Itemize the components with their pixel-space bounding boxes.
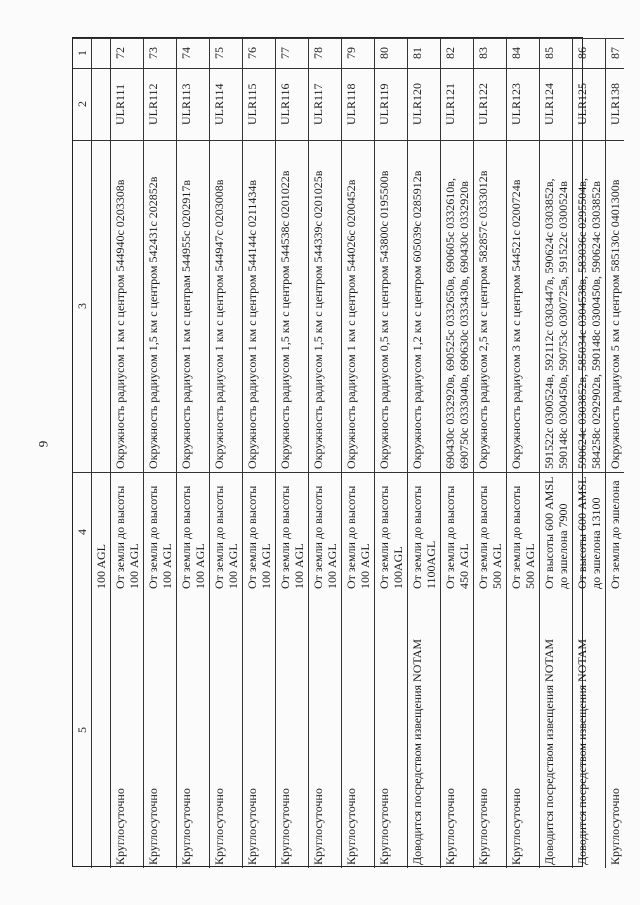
area-description-cell: Окружность радиусом 0,5 км с центром 543800с 0195500в [375, 140, 407, 472]
height-limits-cell: От высоты 600 AMSL до эшелона 13100 [573, 472, 605, 592]
height-limits-cell: От земли до высоты 450 AGL [441, 472, 473, 592]
zone-code-cell: ULR113 [177, 68, 209, 140]
time-of-activity-cell: Круглосуточно [377, 788, 391, 865]
zone-code-cell: ULR111 [111, 68, 143, 140]
column-header-3: 3 [73, 140, 91, 472]
zone-code-cell: ULR122 [474, 68, 506, 140]
zone-code-cell: ULR114 [210, 68, 242, 140]
column-header-1: 1 [73, 38, 91, 68]
time-of-activity-cell: Круглосуточно [476, 788, 490, 865]
column-header-2: 2 [73, 68, 91, 140]
height-limits-cell: От земли до высоты 100AGL [375, 472, 407, 592]
row-number-cell: 78 [309, 38, 341, 68]
time-of-activity-cell: Доводится посредством извещения NOTAM [542, 638, 556, 865]
time-of-activity-cell: Доводится посредством извещения NOTAM [575, 638, 589, 865]
area-description-cell: Окружность радиусом 1,2 км с центром 605039с 0285912в [408, 140, 440, 472]
height-limits-cell: От земли до высоты 100 AGL [309, 472, 341, 592]
area-description-cell: Окружность радиусом 1 км с центром 544947с 0203008в [210, 140, 242, 472]
time-of-activity-cell: Круглосуточно [245, 788, 259, 865]
height-limits-cell: От земли до высоты 500 AGL [507, 472, 539, 592]
row-number-cell: 74 [177, 38, 209, 68]
time-of-activity-cell: Круглосуточно [608, 788, 622, 865]
height-limits-cell: От земли до высоты 100 AGL [111, 472, 143, 592]
table-row [309, 38, 342, 868]
area-description-cell: Окружность радиусом 3 км с центром 544521с 0200724в [507, 140, 539, 472]
area-description-cell: 591522с 0300524в, 592112с 0303447в, 590624с 0303852в, 590148с 0300450в, 590753с 0300725в, 591522с 0300524в [540, 140, 572, 472]
height-limits-cell: От земли до высоты 100 AGL [276, 472, 308, 592]
row-number-cell: 72 [111, 38, 143, 68]
column-header-5: 5 [75, 727, 89, 733]
table-row [573, 38, 606, 868]
area-description-cell: Окружность радиусом 1,5 км с центром 544538с 0201022в [276, 140, 308, 472]
row-number-cell: 77 [276, 38, 308, 68]
time-of-activity-cell: Круглосуточно [278, 788, 292, 865]
area-description-cell: Окружность радиусом 1,5 км с центром 544339с 0201025в [309, 140, 341, 472]
table-row [144, 38, 177, 868]
area-description-cell: Окружность радиусом 1 км с центром 544940с 0203308в [111, 140, 143, 472]
row-number-cell: 79 [342, 38, 374, 68]
table-row [408, 38, 441, 868]
height-limits-cell: От земли до высоты 100 AGL [144, 472, 176, 592]
continuation-cell-5 [92, 592, 110, 868]
time-of-activity-cell: Круглосуточно [443, 788, 457, 865]
height-limits-cell: От земли до высоты 100 AGL [342, 472, 374, 592]
table-row [243, 38, 276, 868]
row-number-cell: 73 [144, 38, 176, 68]
zone-code-cell: ULR123 [507, 68, 539, 140]
regulation-table [72, 37, 622, 867]
area-description-cell: Окружность радиусом 1 км с центрам 544955с 0202917в [177, 140, 209, 472]
table-row [441, 38, 474, 868]
time-of-activity-cell: Круглосуточно [212, 788, 226, 865]
time-of-activity-cell: Круглосуточно [113, 788, 127, 865]
table-row [177, 38, 210, 868]
time-of-activity-cell: Круглосуточно [146, 788, 160, 865]
zone-code-cell: ULR121 [441, 68, 473, 140]
continuation-cell-4: 100 AGL [92, 472, 110, 592]
row-number-cell: 76 [243, 38, 275, 68]
table-row [375, 38, 408, 868]
area-description-cell: Окружность радиусом 5 км с центром 585130с 0401300в [606, 140, 624, 472]
table-row [342, 38, 375, 868]
height-limits-cell: От земли до высоты 100 AGL [177, 472, 209, 592]
continuation-cell-1 [92, 38, 110, 68]
row-number-cell: 85 [540, 38, 572, 68]
row-number-cell: 80 [375, 38, 407, 68]
table-continuation-row [92, 38, 111, 868]
zone-code-cell: ULR116 [276, 68, 308, 140]
height-limits-cell: От земли до высоты 100 AGL [243, 472, 275, 592]
row-number-cell: 87 [606, 38, 624, 68]
table-row [276, 38, 309, 868]
page-number: 9 [35, 440, 51, 448]
height-limits-cell: От высоты 600 AMSL до эшелона 7900 [540, 472, 572, 592]
height-limits-cell: От земли до высоты 500 AGL [474, 472, 506, 592]
table-row [111, 38, 144, 868]
area-description-cell: Окружность радиусом 2,5 км с центром 582857с 0333012в [474, 140, 506, 472]
row-number-cell: 86 [573, 38, 605, 68]
row-number-cell: 84 [507, 38, 539, 68]
time-of-activity-cell: Доводится посредством извещения NOTAM [410, 638, 424, 865]
time-of-activity-cell: Круглосуточно [179, 788, 193, 865]
time-of-activity-cell: Круглосуточно [509, 788, 523, 865]
table-row [210, 38, 243, 868]
row-number-cell: 82 [441, 38, 473, 68]
zone-code-cell: ULR124 [540, 68, 572, 140]
zone-code-cell: ULR115 [243, 68, 275, 140]
zone-code-cell: ULR120 [408, 68, 440, 140]
zone-code-cell: ULR125 [573, 68, 605, 140]
zone-code-cell: ULR119 [375, 68, 407, 140]
row-number-cell: 81 [408, 38, 440, 68]
row-number-cell: 75 [210, 38, 242, 68]
continuation-cell-3 [92, 140, 110, 472]
zone-code-cell: ULR118 [342, 68, 374, 140]
column-header-4: 4 [73, 472, 91, 592]
height-limits-cell: От земли до высоты 1100AGL [408, 472, 440, 592]
height-limits-cell: От земли до эшелона [606, 472, 624, 592]
table-header-row [73, 38, 92, 868]
area-description-cell: Окружность радиусом 1 км с центром 544144с 0211434в [243, 140, 275, 472]
area-description-cell: Окружность радиусом 1 км с центром 544026с 0200452в [342, 140, 374, 472]
time-of-activity-cell: Круглосуточно [311, 788, 325, 865]
table-row [507, 38, 540, 868]
time-of-activity-cell: Круглосуточно [344, 788, 358, 865]
table-row [606, 38, 624, 868]
area-description-cell: 590624с 0303852в, 585034с 0304538в, 583036с 0295504в, 584258с 0292902в, 590148с 0300450в, 590624с 0303852в [573, 140, 605, 472]
area-description-cell: Окружность радиусом 1,5 км с центром 542431с 202852в [144, 140, 176, 472]
zone-code-cell: ULR112 [144, 68, 176, 140]
area-description-cell: 690430с 0332920в, 690525с 0332650в, 690605с 0332610в, 690750с 0333040в, 690630с 0333430в, 690430с 0332920в [441, 140, 473, 472]
zone-code-cell: ULR138 [606, 68, 624, 140]
table-row [474, 38, 507, 868]
row-number-cell: 83 [474, 38, 506, 68]
table-row [540, 38, 573, 868]
zone-code-cell: ULR117 [309, 68, 341, 140]
continuation-cell-2 [92, 68, 110, 140]
height-limits-cell: От земли до высоты 100 AGL [210, 472, 242, 592]
